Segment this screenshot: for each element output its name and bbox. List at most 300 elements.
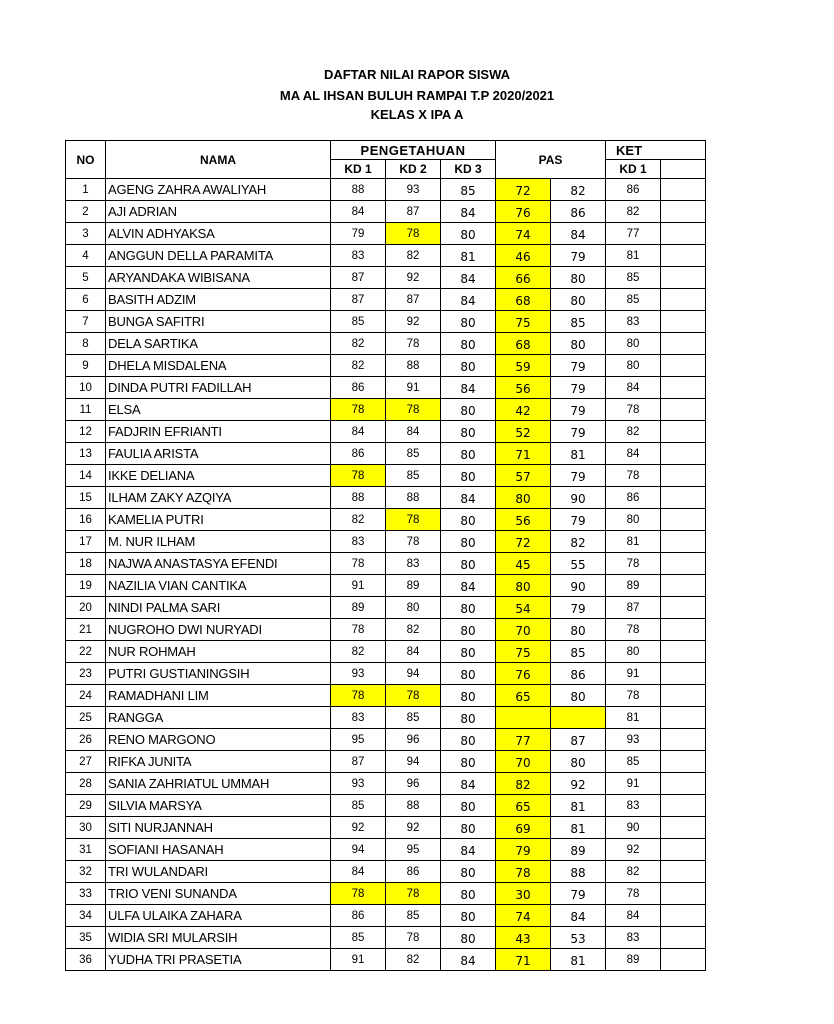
cell-nama: AGENG ZAHRA AWALIYAH [106,179,331,201]
cell-ket-kd1: 77 [606,223,661,245]
cell-kd3: 80 [441,817,496,839]
cell-pas-score: 69 [496,817,551,839]
cell-pas-final: 80 [551,289,606,311]
cell-nama: ULFA ULAIKA ZAHARA [106,905,331,927]
cell-ket-kd2 [661,267,706,289]
cell-kd2: 85 [386,465,441,487]
cell-ket-kd2 [661,289,706,311]
table-row [66,267,706,289]
cell-pas-score: 70 [496,751,551,773]
cell-no: 16 [66,509,106,531]
cell-no: 3 [66,223,106,245]
cell-pas-final: 53 [551,927,606,949]
cell-nama: NUR ROHMAH [106,641,331,663]
cell-ket-kd2 [661,377,706,399]
cell-kd3: 80 [441,553,496,575]
cell-ket-kd1: 80 [606,355,661,377]
school-title: MA AL IHSAN BULUH RAMPAI T.P 2020/2021 [279,88,555,103]
cell-ket-kd1: 82 [606,861,661,883]
cell-kd1: 82 [331,641,386,663]
cell-kd2: 87 [386,289,441,311]
cell-kd1: 82 [331,355,386,377]
cell-pas-final: 80 [551,267,606,289]
cell-pas-score: 70 [496,619,551,641]
grades-body [66,179,706,971]
cell-ket-kd1: 89 [606,575,661,597]
cell-kd2: 78 [386,883,441,905]
header-ket-kd2 [661,160,706,179]
cell-kd1: 82 [331,509,386,531]
cell-kd2: 88 [386,355,441,377]
cell-ket-kd1: 86 [606,487,661,509]
table-row [66,861,706,883]
cell-kd1: 89 [331,597,386,619]
cell-kd1: 95 [331,729,386,751]
table-row [66,509,706,531]
cell-kd2: 82 [386,619,441,641]
table-row [66,597,706,619]
cell-pas-final: 79 [551,245,606,267]
cell-ket-kd2 [661,641,706,663]
cell-kd1: 93 [331,773,386,795]
cell-kd2: 92 [386,311,441,333]
table-row [66,245,706,267]
cell-pas-final: 85 [551,311,606,333]
cell-pas-score: 74 [496,905,551,927]
cell-no: 23 [66,663,106,685]
cell-nama: RIFKA JUNITA [106,751,331,773]
cell-nama: M. NUR ILHAM [106,531,331,553]
cell-nama: ILHAM ZAKY AZQIYA [106,487,331,509]
cell-no: 4 [66,245,106,267]
cell-kd3: 80 [441,751,496,773]
cell-pas-final: 79 [551,399,606,421]
cell-no: 8 [66,333,106,355]
cell-pas-final [551,707,606,729]
cell-kd1: 85 [331,927,386,949]
cell-pas-score: 82 [496,773,551,795]
cell-ket-kd2 [661,685,706,707]
cell-nama: RENO MARGONO [106,729,331,751]
cell-pas-final: 87 [551,729,606,751]
cell-kd1: 78 [331,685,386,707]
cell-kd3: 84 [441,575,496,597]
cell-ket-kd2 [661,355,706,377]
cell-no: 35 [66,927,106,949]
cell-nama: NAJWA ANASTASYA EFENDI [106,553,331,575]
table-row [66,421,706,443]
cell-pas-score: 77 [496,729,551,751]
cell-kd2: 96 [386,729,441,751]
cell-ket-kd1: 87 [606,597,661,619]
cell-pas-score: 56 [496,377,551,399]
cell-pas-score: 42 [496,399,551,421]
cell-pas-final: 81 [551,817,606,839]
table-row [66,311,706,333]
header-kd2: KD 2 [386,160,441,179]
cell-kd1: 87 [331,751,386,773]
cell-nama: AJI ADRIAN [106,201,331,223]
table-row [66,399,706,421]
cell-pas-final: 79 [551,377,606,399]
cell-no: 14 [66,465,106,487]
table-row [66,839,706,861]
cell-kd3: 80 [441,597,496,619]
cell-kd1: 85 [331,311,386,333]
cell-ket-kd2 [661,905,706,927]
cell-kd2: 91 [386,377,441,399]
cell-pas-final: 89 [551,839,606,861]
cell-kd2: 85 [386,707,441,729]
cell-kd2: 85 [386,443,441,465]
cell-nama: TRIO VENI SUNANDA [106,883,331,905]
cell-kd2: 92 [386,267,441,289]
cell-pas-final: 84 [551,223,606,245]
cell-pas-score: 68 [496,333,551,355]
cell-no: 21 [66,619,106,641]
cell-kd2: 94 [386,751,441,773]
cell-kd2: 83 [386,553,441,575]
cell-ket-kd1: 81 [606,245,661,267]
cell-ket-kd2 [661,443,706,465]
cell-ket-kd1: 82 [606,201,661,223]
cell-pas-score: 30 [496,883,551,905]
cell-kd1: 94 [331,839,386,861]
cell-ket-kd1: 78 [606,619,661,641]
cell-ket-kd2 [661,707,706,729]
table-row [66,333,706,355]
cell-kd2: 93 [386,179,441,201]
cell-kd1: 92 [331,817,386,839]
cell-nama: FAULIA ARISTA [106,443,331,465]
cell-pas-score: 75 [496,641,551,663]
cell-ket-kd1: 90 [606,817,661,839]
table-row [66,641,706,663]
cell-kd1: 88 [331,487,386,509]
cell-nama: IKKE DELIANA [106,465,331,487]
table-row [66,729,706,751]
cell-ket-kd2 [661,531,706,553]
cell-pas-final: 80 [551,619,606,641]
cell-pas-final: 79 [551,883,606,905]
cell-kd3: 85 [441,179,496,201]
cell-pas-score: 72 [496,531,551,553]
cell-nama: RANGGA [106,707,331,729]
cell-kd1: 84 [331,861,386,883]
cell-no: 31 [66,839,106,861]
cell-ket-kd2 [661,927,706,949]
table-row [66,773,706,795]
table-row [66,377,706,399]
cell-kd3: 80 [441,663,496,685]
cell-kd2: 82 [386,245,441,267]
cell-nama: YUDHA TRI PRASETIA [106,949,331,971]
cell-kd2: 94 [386,663,441,685]
table-row [66,685,706,707]
cell-no: 19 [66,575,106,597]
cell-pas-final: 79 [551,465,606,487]
cell-no: 27 [66,751,106,773]
cell-ket-kd2 [661,861,706,883]
cell-ket-kd2 [661,333,706,355]
cell-nama: DINDA PUTRI FADILLAH [106,377,331,399]
cell-ket-kd1: 83 [606,927,661,949]
cell-ket-kd2 [661,949,706,971]
header-no: NO [66,141,106,179]
cell-kd3: 80 [441,729,496,751]
cell-kd1: 88 [331,179,386,201]
cell-kd3: 80 [441,707,496,729]
cell-kd1: 87 [331,267,386,289]
cell-kd1: 93 [331,663,386,685]
cell-nama: NAZILIA VIAN CANTIKA [106,575,331,597]
cell-nama: DHELA MISDALENA [106,355,331,377]
cell-kd2: 88 [386,487,441,509]
cell-pas-final: 88 [551,861,606,883]
cell-ket-kd1: 80 [606,333,661,355]
cell-pas-final: 80 [551,751,606,773]
cell-kd1: 83 [331,531,386,553]
cell-nama: SITI NURJANNAH [106,817,331,839]
cell-kd1: 78 [331,465,386,487]
cell-pas-final: 92 [551,773,606,795]
cell-pas-final: 81 [551,795,606,817]
cell-ket-kd1: 84 [606,905,661,927]
cell-kd3: 84 [441,949,496,971]
cell-nama: BUNGA SAFITRI [106,311,331,333]
table-row [66,465,706,487]
cell-pas-final: 86 [551,201,606,223]
cell-kd2: 88 [386,795,441,817]
cell-pas-score: 46 [496,245,551,267]
cell-kd3: 80 [441,641,496,663]
cell-kd1: 86 [331,377,386,399]
table-row [66,443,706,465]
cell-pas-score: 79 [496,839,551,861]
header-nama: NAMA [106,141,331,179]
cell-nama: PUTRI GUSTIANINGSIH [106,663,331,685]
cell-kd1: 84 [331,421,386,443]
cell-pas-final: 90 [551,575,606,597]
cell-no: 11 [66,399,106,421]
cell-no: 2 [66,201,106,223]
cell-pas-final: 79 [551,421,606,443]
cell-ket-kd1: 78 [606,685,661,707]
cell-kd3: 80 [441,509,496,531]
table-row [66,575,706,597]
cell-ket-kd2 [661,883,706,905]
cell-no: 1 [66,179,106,201]
cell-no: 26 [66,729,106,751]
cell-kd2: 82 [386,949,441,971]
cell-nama: ALVIN ADHYAKSA [106,223,331,245]
table-row [66,179,706,201]
cell-pas-score: 68 [496,289,551,311]
cell-kd3: 80 [441,421,496,443]
table-row [66,905,706,927]
cell-ket-kd2 [661,201,706,223]
cell-kd3: 81 [441,245,496,267]
cell-kd1: 86 [331,905,386,927]
cell-nama: TRI WULANDARI [106,861,331,883]
cell-kd1: 79 [331,223,386,245]
cell-ket-kd2 [661,465,706,487]
cell-pas-score: 80 [496,575,551,597]
cell-pas-score: 80 [496,487,551,509]
cell-no: 5 [66,267,106,289]
cell-nama: NUGROHO DWI NURYADI [106,619,331,641]
cell-no: 20 [66,597,106,619]
cell-pas-score: 52 [496,421,551,443]
table-row [66,289,706,311]
cell-kd3: 80 [441,795,496,817]
cell-pas-score: 74 [496,223,551,245]
header-ket-kd1: KD 1 [606,160,661,179]
cell-nama: ARYANDAKA WIBISANA [106,267,331,289]
cell-kd1: 78 [331,399,386,421]
cell-kd3: 80 [441,311,496,333]
cell-kd3: 80 [441,333,496,355]
cell-kd2: 92 [386,817,441,839]
cell-nama: ELSA [106,399,331,421]
cell-ket-kd1: 81 [606,531,661,553]
cell-ket-kd2 [661,729,706,751]
cell-kd2: 80 [386,597,441,619]
cell-pas-final: 79 [551,509,606,531]
table-row [66,751,706,773]
cell-ket-kd2 [661,311,706,333]
table-row [66,707,706,729]
cell-ket-kd1: 91 [606,773,661,795]
cell-pas-score: 45 [496,553,551,575]
cell-kd1: 83 [331,245,386,267]
cell-pas-final: 80 [551,685,606,707]
cell-nama: KAMELIA PUTRI [106,509,331,531]
cell-ket-kd2 [661,399,706,421]
cell-pas-score: 78 [496,861,551,883]
cell-ket-kd2 [661,421,706,443]
cell-pas-score: 72 [496,179,551,201]
cell-pas-final: 84 [551,905,606,927]
cell-kd2: 78 [386,509,441,531]
cell-kd3: 80 [441,443,496,465]
cell-ket-kd1: 78 [606,399,661,421]
table-row [66,949,706,971]
cell-kd3: 84 [441,201,496,223]
cell-ket-kd1: 89 [606,949,661,971]
cell-ket-kd1: 92 [606,839,661,861]
cell-pas-score: 71 [496,443,551,465]
cell-pas-final: 81 [551,949,606,971]
cell-nama: NINDI PALMA SARI [106,597,331,619]
cell-pas-score: 66 [496,267,551,289]
class-title: KELAS X IPA A [370,107,464,122]
cell-nama: WIDIA SRI MULARSIH [106,927,331,949]
cell-ket-kd2 [661,619,706,641]
cell-ket-kd1: 85 [606,751,661,773]
cell-pas-score: 71 [496,949,551,971]
cell-no: 10 [66,377,106,399]
cell-nama: DELA SARTIKA [106,333,331,355]
cell-no: 28 [66,773,106,795]
cell-kd3: 84 [441,377,496,399]
cell-ket-kd1: 78 [606,465,661,487]
cell-no: 7 [66,311,106,333]
cell-kd3: 80 [441,355,496,377]
cell-ket-kd2 [661,817,706,839]
cell-kd3: 84 [441,839,496,861]
cell-ket-kd1: 80 [606,641,661,663]
cell-kd3: 84 [441,289,496,311]
cell-kd2: 86 [386,861,441,883]
cell-ket-kd2 [661,663,706,685]
cell-kd1: 78 [331,553,386,575]
report-title: DAFTAR NILAI RAPOR SISWA [323,67,511,82]
cell-pas-score: 65 [496,685,551,707]
cell-pas-final: 80 [551,333,606,355]
cell-kd2: 78 [386,927,441,949]
cell-pas-score: 76 [496,663,551,685]
cell-pas-score: 65 [496,795,551,817]
table-row [66,663,706,685]
cell-kd3: 80 [441,465,496,487]
cell-kd3: 80 [441,927,496,949]
cell-kd3: 80 [441,619,496,641]
cell-ket-kd1: 93 [606,729,661,751]
cell-kd3: 80 [441,685,496,707]
cell-no: 13 [66,443,106,465]
cell-no: 15 [66,487,106,509]
cell-kd2: 85 [386,905,441,927]
cell-kd2: 78 [386,333,441,355]
cell-kd2: 78 [386,223,441,245]
cell-no: 33 [66,883,106,905]
cell-pas-score: 56 [496,509,551,531]
cell-no: 34 [66,905,106,927]
cell-pas-score: 76 [496,201,551,223]
cell-kd1: 82 [331,333,386,355]
cell-kd2: 84 [386,421,441,443]
cell-pas-score: 75 [496,311,551,333]
table-row [66,223,706,245]
cell-ket-kd2 [661,179,706,201]
cell-ket-kd2 [661,773,706,795]
cell-ket-kd1: 82 [606,421,661,443]
cell-pas-final: 79 [551,355,606,377]
cell-pas-final: 81 [551,443,606,465]
cell-kd3: 80 [441,223,496,245]
cell-no: 30 [66,817,106,839]
cell-ket-kd2 [661,597,706,619]
cell-kd1: 86 [331,443,386,465]
cell-no: 9 [66,355,106,377]
cell-ket-kd2 [661,509,706,531]
cell-kd3: 84 [441,487,496,509]
cell-no: 36 [66,949,106,971]
cell-no: 25 [66,707,106,729]
cell-no: 6 [66,289,106,311]
cell-nama: RAMADHANI LIM [106,685,331,707]
cell-ket-kd1: 80 [606,509,661,531]
cell-kd2: 78 [386,531,441,553]
table-row [66,927,706,949]
table-row [66,553,706,575]
grades-table [65,140,706,971]
table-row [66,883,706,905]
table-row [66,795,706,817]
cell-pas-final: 85 [551,641,606,663]
table-row [66,531,706,553]
